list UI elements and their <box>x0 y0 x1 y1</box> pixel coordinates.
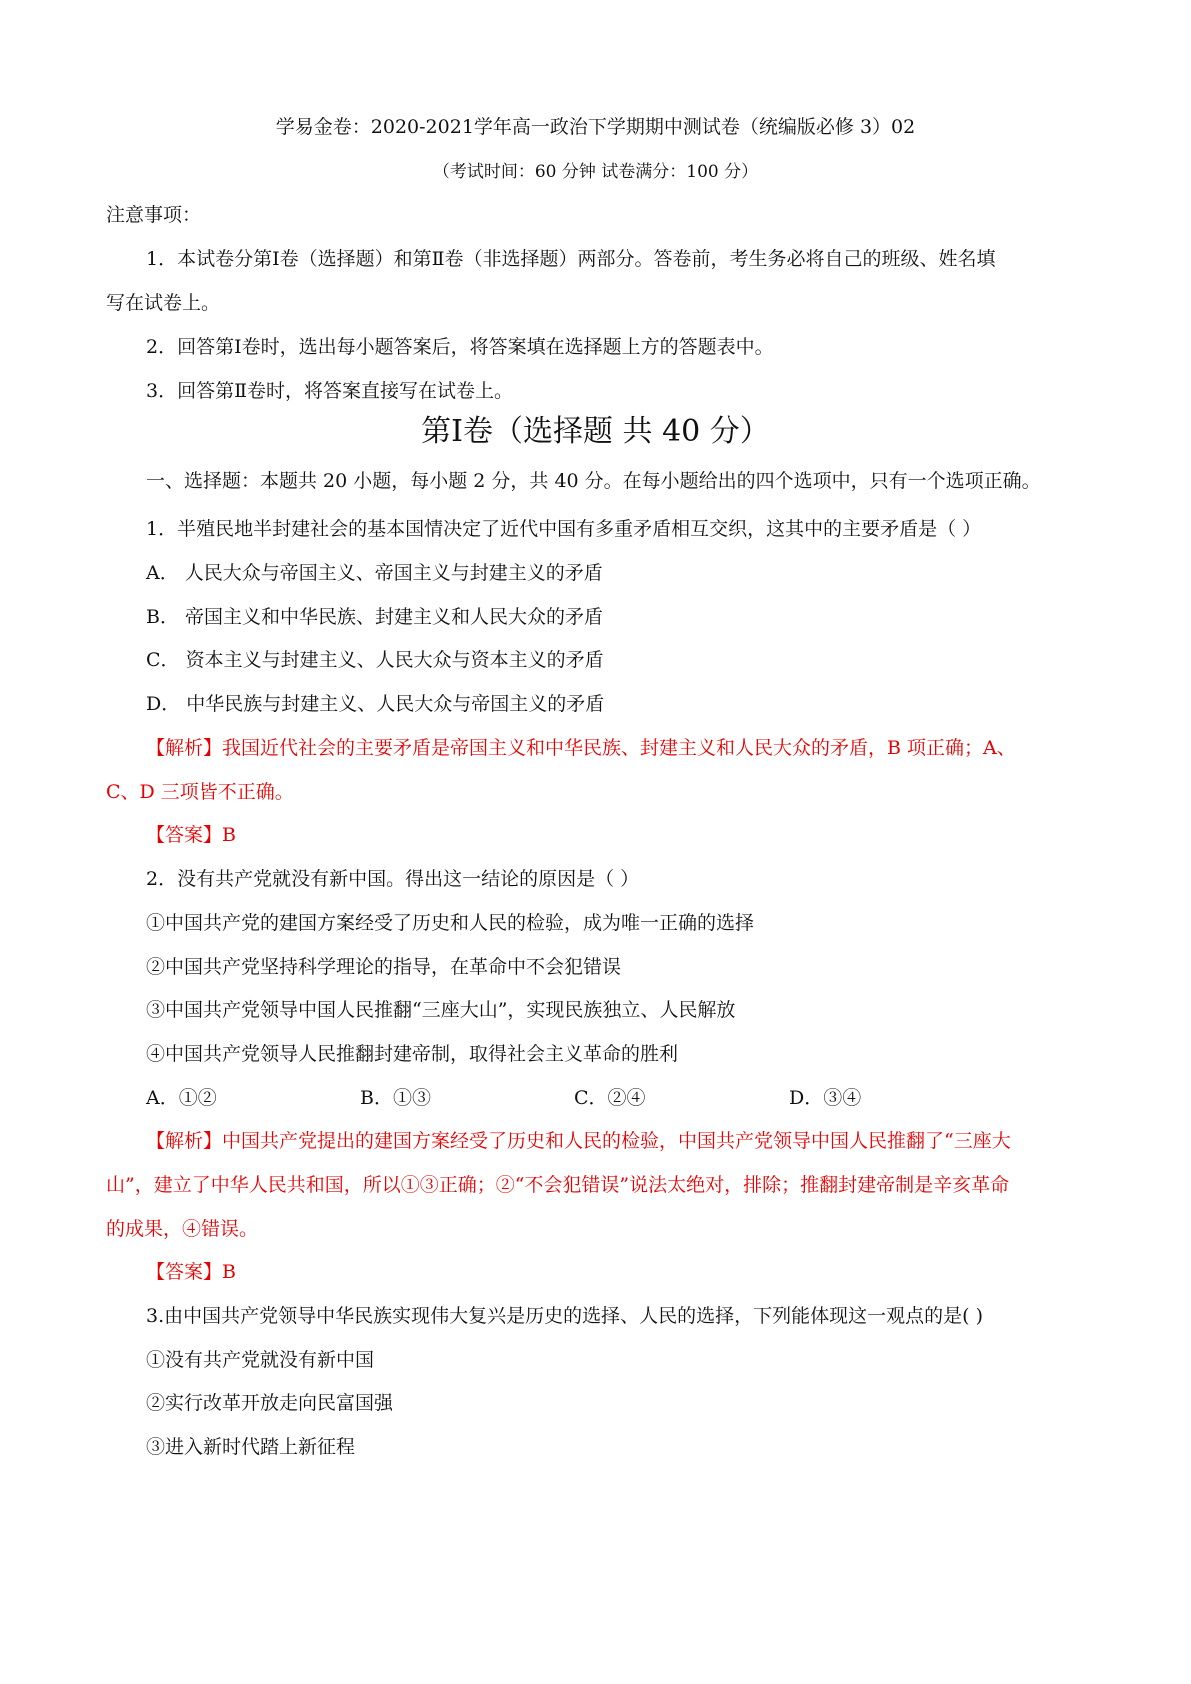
notice-item-3: 3．回答第Ⅱ卷时，将答案直接写在试卷上。 <box>146 380 514 402</box>
question-3-item-2: ②实行改革开放走向民富国强 <box>146 1392 394 1414</box>
question-2-stem: 2．没有共产党就没有新中国。得出这一结论的原因是（ ） <box>146 868 640 890</box>
question-2-item-1: ①中国共产党的建国方案经受了历史和人民的检验，成为唯一正确的选择 <box>146 912 755 934</box>
notice-item-2: 2．回答第Ⅰ卷时，选出每小题答案后，将答案填在选择题上方的答题表中。 <box>146 336 774 358</box>
question-2-answer: 【答案】B <box>146 1261 236 1283</box>
section-title: 第Ⅰ卷（选择题 共 40 分） <box>421 414 770 449</box>
question-2-item-3: ③中国共产党领导中国人民推翻“三座大山”，实现民族独立、人民解放 <box>146 999 736 1021</box>
question-3-item-1: ①没有共产党就没有新中国 <box>146 1349 375 1371</box>
question-2-item-2: ②中国共产党坚持科学理论的指导，在革命中不会犯错误 <box>146 956 622 978</box>
notice-item-1: 1．本试卷分第Ⅰ卷（选择题）和第Ⅱ卷（非选择题）两部分。答卷前，考生务必将自己的班级、姓名填 <box>146 248 996 270</box>
question-1-option-a: A． 人民大众与帝国主义、帝国主义与封建主义的矛盾 <box>146 562 603 584</box>
question-1-option-d: D． 中华民族与封建主义、人民大众与帝国主义的矛盾 <box>146 693 605 715</box>
question-1-option-c: C． 资本主义与封建主义、人民大众与资本主义的矛盾 <box>146 649 604 671</box>
question-2-choice-b: B．①③ <box>360 1087 431 1109</box>
notice-heading: 注意事项： <box>106 204 202 226</box>
question-2-item-4: ④中国共产党领导人民推翻封建帝制，取得社会主义革命的胜利 <box>146 1043 679 1065</box>
exam-subtitle: （考试时间：60 分钟 试卷满分：100 分） <box>432 162 759 182</box>
exam-title: 学易金卷：2020-2021学年高一政治下学期期中测试卷（统编版必修 3）02 <box>275 116 916 138</box>
question-3-stem: 3.由中国共产党领导中华民族实现伟大复兴是历史的选择、人民的选择，下列能体现这一观点的是( ) <box>146 1305 983 1327</box>
question-3-item-3: ③进入新时代踏上新征程 <box>146 1436 356 1458</box>
question-2-choice-d: D．③④ <box>789 1087 862 1109</box>
section-instruction: 一、选择题：本题共 20 小题，每小题 2 分，共 40 分。在每小题给出的四个选项中，只有一个选项正确。 <box>146 470 1041 492</box>
question-1-stem: 1．半殖民地半封建社会的基本国情决定了近代中国有多重矛盾相互交织，这其中的主要矛盾是（ ） <box>146 518 982 540</box>
question-2-choice-c: C．②④ <box>574 1087 646 1109</box>
notice-item-1-cont: 写在试卷上。 <box>106 292 221 314</box>
question-1-option-b: B． 帝国主义和中华民族、封建主义和人民大众的矛盾 <box>146 606 604 628</box>
question-2-analysis: 【解析】中国共产党提出的建国方案经受了历史和人民的检验，中国共产党领导中国人民推翻了“三座大 <box>146 1130 1011 1152</box>
question-2-analysis-cont: 山”，建立了中华人民共和国，所以①③正确；②“不会犯错误”说法太绝对，排除；推翻封建帝制是辛亥革命 <box>106 1174 1010 1196</box>
question-1-analysis-cont: C、D 三项皆不正确。 <box>106 781 294 803</box>
question-2-analysis-cont-2: 的成果，④错误。 <box>106 1218 259 1240</box>
question-1-answer: 【答案】B <box>146 824 236 846</box>
question-2-choice-a: A．①② <box>146 1087 217 1109</box>
question-1-analysis: 【解析】我国近代社会的主要矛盾是帝国主义和中华民族、封建主义和人民大众的矛盾，B 项正确；A、 <box>146 737 1016 759</box>
